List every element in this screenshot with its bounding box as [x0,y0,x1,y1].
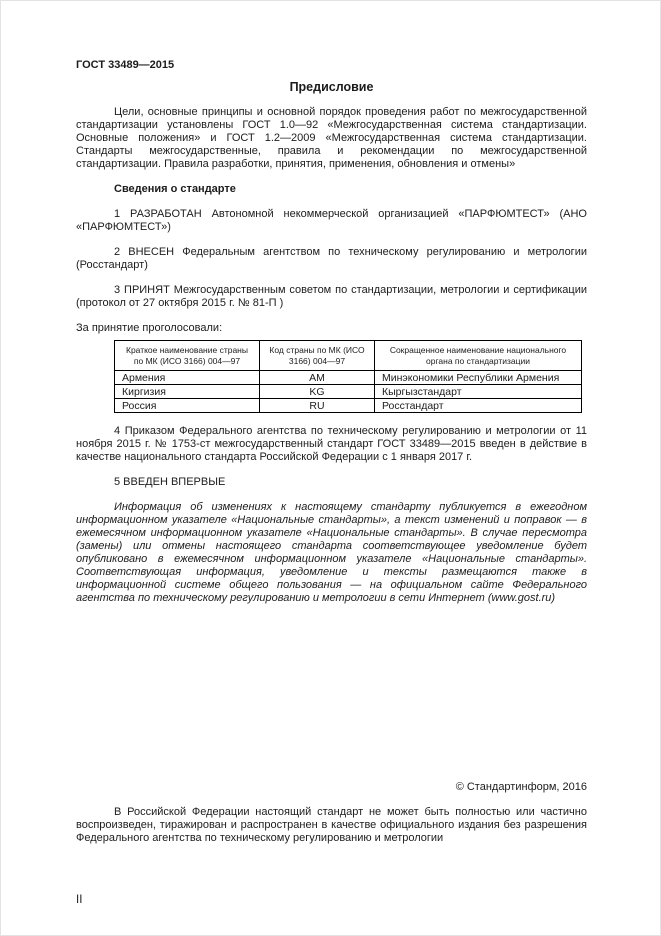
enactment-item: 4 Приказом Федерального агентства по техническому регулированию и метрологии от 11 ноября 2015 г. № 1753-ст межгосударственный стандарт ГОСТ 33489—2015 введен в действие в качестве национального стандарта Российской Федерации с 1 января 2017 г. [76,425,587,463]
table-cell-code: RU [260,399,375,413]
vote-table [114,340,582,413]
table-cell-body: Минэкономики Республики Армения [375,371,582,385]
table-header-body: Сокращенное наименование национального органа по стандартизации [375,341,582,371]
standard-info-heading: Сведения о стандарте [114,183,236,195]
table-row [115,385,582,399]
table-cell-country: Киргизия [115,385,260,399]
table-header-code: Код страны по МК (ИСО 3166) 004—97 [260,341,375,371]
table-cell-country: Россия [115,399,260,413]
vote-caption: За принятие проголосовали: [76,322,223,334]
page-number: II [76,894,83,906]
table-cell-code: KG [260,385,375,399]
table-header-row [115,341,582,371]
table-cell-code: AM [260,371,375,385]
copyright-notice: © Стандартинформ, 2016 [455,781,587,793]
developed-item: 1 РАЗРАБОТАН Автономной некоммерческой организацией «ПАРФЮМТЕСТ» (АНО «ПАРФЮМТЕСТ») [76,208,587,233]
intro-paragraph: Цели, основные принципы и основной порядок проведения работ по межгосударственной стандартизации установлены ГОСТ 1.0—92 «Межгосударственная система стандартизации. Основные положения» и ГОСТ 1.2—2009 «Межгосударственная система стандартизации. Стандарты межгосударственные, правила и рекомендации по межгосударственной стандартизации. Правила разработки, принятия, применения, обновления и отмены» [76,106,587,170]
adopted-item: 3 ПРИНЯТ Межгосударственным советом по стандартизации, метрологии и сертификации (протокол от 27 октября 2015 г. № 81-П ) [76,284,587,309]
submitted-item: 2 ВНЕСЕН Федеральным агентством по техническому регулированию и метрологии (Росстандарт) [76,246,587,271]
vote-table-body [115,371,582,413]
vote-table-header [115,341,582,371]
first-edition-item: 5 ВВЕДЕН ВПЕРВЫЕ [114,476,226,488]
table-cell-country: Армения [115,371,260,385]
table-row [115,371,582,385]
doc-code: ГОСТ 33489—2015 [76,59,175,71]
table-row [115,399,582,413]
table-cell-body: Кыргызстандарт [375,385,582,399]
page-title: Предисловие [289,80,374,94]
table-cell-body: Росстандарт [375,399,582,413]
table-header-country: Краткое наименование страны по МК (ИСО 3166) 004—97 [115,341,260,371]
amendment-note: Информация об изменениях к настоящему стандарту публикуется в ежегодном информационном указателе «Национальные стандарты», а текст изменений и поправок — в ежемесячном информационном указателе «Национальные стандарты». В случае пересмотра (замены) или отмены настоящего стандарта соответствующее уведомление будет опубликовано в ежемесячном информационном указателе «Национальные стандарты». Соответствующая информация, уведомление и тексты размещаются также в информационной системе общего пользования — на официальном сайте Федерального агентства по техническому регулированию и метрологии в сети Интернет (www.gost.ru) [76,501,587,604]
reproduction-notice: В Российской Федерации настоящий стандарт не может быть полностью или частично воспроизведен, тиражирован и распространен в качестве официального издания без разрешения Федерального агентства по техническому регулированию и метрологии [76,806,587,844]
